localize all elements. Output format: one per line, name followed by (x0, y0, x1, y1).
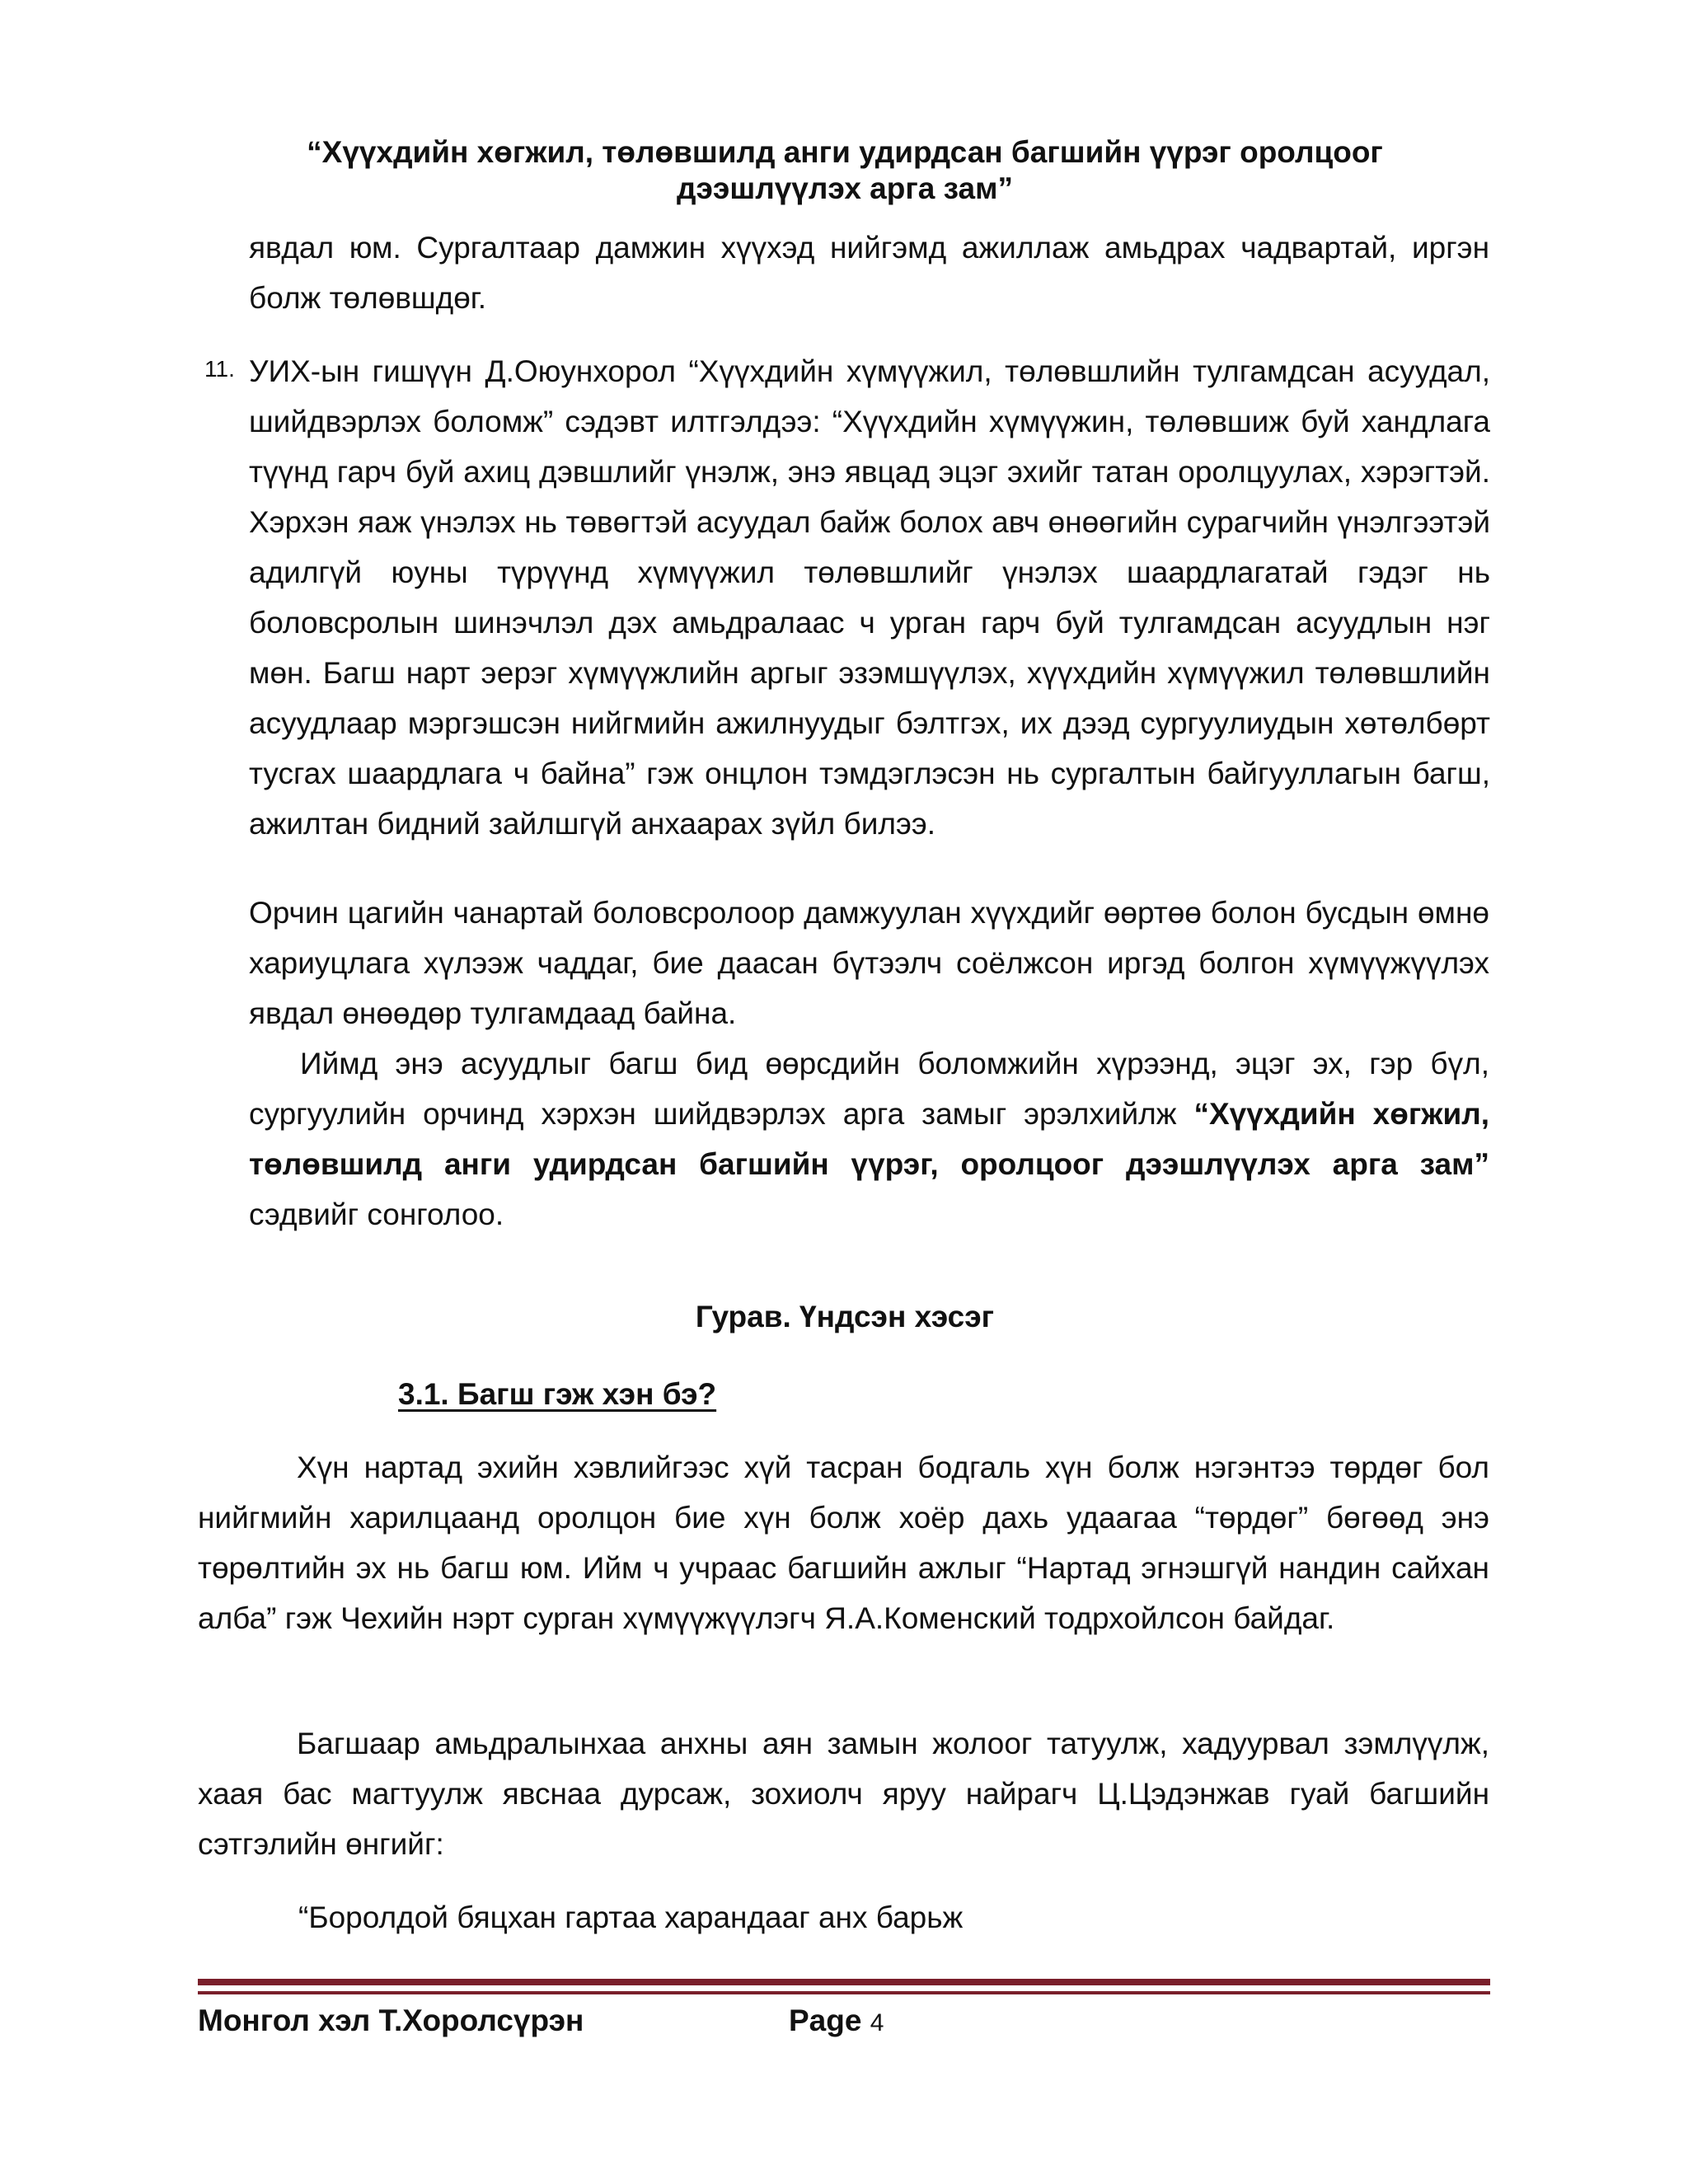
topic-bold-title: “Хүүхдийн хөгжил, төлөвшилд анги удирдсан багшийн үүрэг, оролцоог дээшлүүлэх арга зам” (249, 1097, 1489, 1181)
footer-rule-thick (198, 1979, 1490, 1985)
page-label: Page (789, 2004, 862, 2037)
topic-paragraph (249, 1038, 1489, 1240)
teacher-paragraph-1: Хүн нартад эхийн хэвлийгээс хүй тасран бодгаль хүн болж нэгэнтээ төрдөг бол нийгмийн харилцаанд оролцон бие хүн болж хоёр дахь удаагаа “төрдөг” бөгөөд энэ төрөлтийн эх нь багш юм. Ийм ч учраас багшийн ажлыг “Нартад эгнэшгүй нандин сайхан алба” гэж Чехийн нэрт сурган хүмүүжүүлэгч Я.А.Коменский тодрхойлсон байдаг. (198, 1451, 1489, 1635)
item-11-text: УИХ-ын гишүүн Д.Оюунхорол “Хүүхдийн хүмүүжил, төлөвшлийн тулгамдсан асуудал, шийдвэрлэх боломж” сэдэвт илтгэлдээ: “Хүүхдийн хүмүүжин, төлөвшиж буй хандлага түүнд гарч буй ахиц дэвшлийг үнэлж, энэ явцад эцэг эхийг татан оролцуулах, хэрэгтэй. Хэрхэн яаж үнэлэх нь төвөгтэй асуудал байж болох авч өнөөгийн сурагчийн үнэлгээтэй адилгүй юуны түрүүнд хүмүүжил төлөвшлийг үнэлэх шаардлагатай гэдэг нь боловсролын шинэчлэл дэх амьдралаас ч урган гарч буй тулгамдсан асуудлын нэг мөн. Багш нарт эерэг хүмүүжлийн аргыг эзэмшүүлэх, хүүхдийн хүмүүжил төлөвшлийн асуудлаар мэргэшсэн нийгмийн ажилнуудыг бэлтгэх, их дээд сургуулиудын хөтөлбөрт тусгах шаардлага ч байна” гэж онцлон тэмдэглэсэн нь сургалтын байгууллагын багш, ажилтан бидний зайлшгүй анхаарах зүйл билээ. (249, 354, 1490, 841)
teacher-paragraph-2: Багшаар амьдралынхаа анхны аян замын жолоог татуулж, хадуурвал зэмлүүлж, хаая бас магтуулж явснаа дурсаж, зохиолч яруу найрагч Ц.Цэдэнжав гуай багшийн сэтгэлийн өнгийг: (198, 1727, 1489, 1861)
footer-rule-thin (198, 1991, 1490, 1994)
item-number: 11. (204, 356, 235, 382)
footer-page-number (789, 2003, 884, 2041)
header-line-2: дээшлүүлэх арга зам” (677, 171, 1013, 205)
topic-text-start: Иймд энэ асуудлыг багш бид өөрсдийн боломжийн хүрээнд, эцэг эх, гэр бүл, сургуулийн орчинд хэрхэн шийдвэрлэх арга замыг эрэлхийлж (249, 1047, 1489, 1131)
document-header (198, 134, 1492, 207)
page-number: 4 (870, 2009, 884, 2036)
subsection-title: 3.1. Багш гэж хэн бэ? (398, 1377, 717, 1411)
numbered-item-11 (204, 346, 1490, 849)
poem-line: “Боролдой бяцхан гартаа харандааг анх барьж (298, 1900, 964, 1934)
orchin-paragraph: Орчин цагийн чанартай боловсролоор дамжуулан хүүхдийг өөртөө болон бусдын өмнө хариуцлага хүлээж чаддаг, бие даасан бүтээлч соёлжсон иргэд болгон хүмүүжүүлэх явдал өнөөдөр тулгамдаад байна. (249, 896, 1489, 1030)
section-title: Гурав. Үндсэн хэсэг (695, 1300, 995, 1333)
header-line-1: “Хүүхдийн хөгжил, төлөвшилд анги удирдсан багшийн үүрэг оролцоог (307, 135, 1383, 169)
topic-text-end: сэдвийг сонголоо. (249, 1197, 504, 1231)
continuation-paragraph: явдал юм. Сургалтаар дамжин хүүхэд нийгэмд ажиллаж амьдрах чадвартай, иргэн болж төлөвшдөг. (249, 231, 1489, 315)
footer-author: Монгол хэл Т.Хоролсүрэн (198, 2004, 584, 2037)
